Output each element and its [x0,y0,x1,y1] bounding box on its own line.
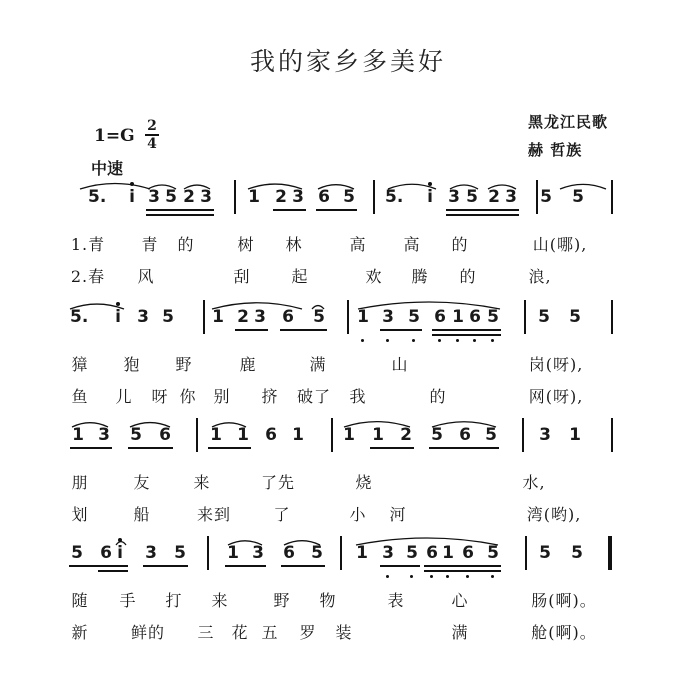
note-digit: 5 [130,425,142,445]
lyric-syllable: 水, [522,473,546,492]
barline [524,300,526,334]
lyric-syllable: 野 [175,355,193,374]
note-digit: 5 [343,187,355,207]
lyric-syllable: 心 [451,591,469,610]
eighth-underline [424,565,501,567]
note [246,188,262,206]
note [370,426,386,444]
note-line [0,188,696,236]
eighth-underline [280,329,327,331]
note [88,187,107,207]
barline [611,180,613,214]
octave-down-dot [438,339,441,342]
lyric-syllable: 满 [451,623,469,642]
note-digit: 1 [212,307,224,327]
lyric-syllable: 来到 [196,505,232,524]
barline [536,180,538,214]
lyric-syllable: 青 [141,235,159,254]
eighth-underline [380,329,422,331]
lyric-line-verse-1 [0,232,696,258]
eighth-underline [446,209,519,211]
time-signature [145,119,159,151]
note-digit: 1 [227,543,239,563]
note [96,426,112,444]
note-digit: 5 [408,307,420,327]
sixteenth-underline [98,570,128,572]
note [460,544,476,562]
eighth-underline [128,447,173,449]
lyric-syllable: 划 [71,505,89,524]
note-digit: 5. [88,187,107,207]
song-title: 我的家乡多美好 [249,47,446,76]
note-digit: 5 [466,187,478,207]
note-digit: 6 [426,543,438,563]
tempo-marking: 中速 [91,159,124,178]
lyric-syllable: 刮 [233,267,251,286]
lyric-syllable: 獐 [71,355,89,374]
eighth-underline [70,447,112,449]
note [485,544,501,562]
lyric-syllable: 满 [309,355,327,374]
lyric-line-verse-1 [0,588,696,614]
note-digit: 5 [174,543,186,563]
note-digit: 1 [248,187,260,207]
barline [373,180,375,214]
lyric-syllable: 新 [71,623,89,642]
time-top: 2 [147,118,157,134]
note-digit: 5 [569,307,581,327]
credits [528,108,608,164]
lyric-syllable: 手 [119,591,137,610]
note-digit: 2 [183,187,195,207]
score-row-1 [0,174,696,294]
note [235,308,251,326]
note-digit: 5. [385,187,404,207]
note-digit: 3 [448,187,460,207]
eighth-underline [235,329,268,331]
note [483,426,499,444]
note [252,308,268,326]
note-digit: 1 [343,425,355,445]
note-digit: 3 [252,543,264,563]
note-digit: 1 [237,425,249,445]
note-digit: 5 [485,425,497,445]
note-digit: 1 [357,307,369,327]
eighth-underline [69,565,128,567]
lyric-syllable: 高 [349,235,367,254]
key-signature: 1=G [94,126,135,146]
eighth-underline [143,565,188,567]
final-barline [608,536,612,570]
lyric-syllable: 1.青 [70,235,106,254]
note-digit: 3 [505,187,517,207]
lyric-line-verse-2 [0,502,696,528]
note [135,308,151,326]
note [163,188,179,206]
octave-up-dot [130,182,134,186]
note-digit: 5 [487,543,499,563]
barline [611,300,613,334]
note-digit: 5 [539,543,551,563]
note-digit: 3 [254,307,266,327]
note [273,188,289,206]
note-digit: i [115,307,121,327]
eighth-underline [225,565,266,567]
note-digit: 1 [452,307,464,327]
note-digit: 2 [400,425,412,445]
note [210,308,226,326]
note-digit: 6 [283,543,295,563]
note [112,544,128,562]
note [537,426,553,444]
note-digit: 1 [442,543,454,563]
note [537,544,553,562]
lyric-line-verse-1 [0,352,696,378]
note [385,187,404,207]
lyric-line-verse-2 [0,384,696,410]
note-digit: 2 [275,187,287,207]
note [398,426,414,444]
octave-up-dot [116,302,120,306]
lyric-syllable: 舱(啊)。 [531,623,597,642]
lyric-syllable: 的 [451,235,469,254]
note-digit: 5 [406,543,418,563]
note-digit: 6 [100,543,112,563]
lyric-syllable: 河 [389,505,407,524]
note-digit: 5 [162,307,174,327]
note [567,426,583,444]
sixteenth-underline [146,214,214,216]
note-digit: 3 [382,543,394,563]
lyric-syllable: 挤 [261,387,279,406]
note [404,544,420,562]
note [424,544,440,562]
lyric-syllable: 鹿 [239,355,257,374]
lyric-syllable: 狍 [123,355,141,374]
note [536,308,552,326]
note-digit: 5 [71,543,83,563]
eighth-underline [273,209,306,211]
lyric-syllable: 表 [387,591,405,610]
note-digit: 1 [292,425,304,445]
lyric-syllable: 浪, [528,267,552,286]
note-digit: 2 [237,307,249,327]
note [146,188,162,206]
barline [525,536,527,570]
note [70,426,86,444]
note-digit: 6 [462,543,474,563]
barline [347,300,349,334]
note [503,188,519,206]
note-digit: 1 [72,425,84,445]
octave-down-dot [473,339,476,342]
note-line [0,426,696,474]
octave-down-dot [491,339,494,342]
barline [331,418,333,452]
lyric-syllable: 五 [261,623,279,642]
lyric-syllable: 你 [179,387,197,406]
barline [611,418,613,452]
octave-down-dot [446,575,449,578]
lyric-syllable: 破了 [296,387,332,406]
origin-label: 黑龙江民歌 [528,113,609,131]
lyric-syllable: 肠(啊)。 [531,591,597,610]
note-digit: 6 [282,307,294,327]
note [311,308,327,326]
lyric-syllable: 2.春 [70,267,106,286]
note [485,308,501,326]
note [160,308,176,326]
lyric-syllable: 鲜的 [130,623,166,642]
lyric-syllable: 的 [459,267,477,286]
score-row-2 [0,294,696,414]
lyric-syllable: 林 [285,235,303,254]
note-digit: 5 [311,543,323,563]
note [316,188,332,206]
note-digit: 3 [382,307,394,327]
note [143,544,159,562]
lyric-syllable: 网(呀), [528,387,584,406]
note-digit: 6 [469,307,481,327]
note [69,544,85,562]
lyric-syllable: 来 [211,591,229,610]
lyric-syllable: 小 [349,505,367,524]
note-digit: 5 [165,187,177,207]
note [450,308,466,326]
note [250,544,266,562]
octave-down-dot [430,575,433,578]
note [290,426,306,444]
lyric-syllable: 花 [231,623,249,642]
octave-down-dot [412,339,415,342]
note-digit: 6 [318,187,330,207]
note-digit: 3 [539,425,551,445]
octave-down-dot [361,339,364,342]
note [457,426,473,444]
note [380,308,396,326]
note-digit: i [129,187,135,207]
eighth-underline [316,209,357,211]
note [124,188,140,206]
sixteenth-underline [424,570,501,572]
note [538,188,554,206]
lyric-syllable: 友 [133,473,151,492]
note [440,544,456,562]
note-digit: 6 [459,425,471,445]
lyric-line-verse-1 [0,470,696,496]
note [570,188,586,206]
score-row-3 [0,412,696,532]
note-digit: 1 [356,543,368,563]
lyric-syllable: 打 [165,591,183,610]
octave-up-dot [428,182,432,186]
note-digit: 5 [538,307,550,327]
note-digit: 2 [488,187,500,207]
note [198,188,214,206]
note [429,426,445,444]
lyric-syllable: 山(哪), [532,235,588,254]
lyric-syllable: 的 [429,387,447,406]
note-digit: 6 [434,307,446,327]
lyric-syllable: 了先 [260,473,296,492]
note-digit: 5. [70,307,89,327]
lyric-syllable: 腾 [411,267,429,286]
note-digit: 3 [137,307,149,327]
barline [340,536,342,570]
lyric-syllable: 山 [391,355,409,374]
note [406,308,422,326]
note-digit: 5 [487,307,499,327]
lyric-syllable: 了 [273,505,291,524]
note-digit: 3 [98,425,110,445]
lyric-syllable: 别 [213,387,231,406]
arranger-label: 赫 哲族 [528,141,583,159]
lyric-syllable: 物 [319,591,337,610]
note [263,426,279,444]
octave-down-dot [491,575,494,578]
octave-up-dot [118,538,122,542]
lyric-syllable: 来 [193,473,211,492]
lyric-syllable: 朋 [71,473,89,492]
lyric-syllable: 三 [197,623,215,642]
lyric-syllable: 我 [349,387,367,406]
note [567,308,583,326]
octave-down-dot [456,339,459,342]
lyric-line-verse-2 [0,620,696,646]
barline [234,180,236,214]
eighth-underline [146,209,214,211]
note-digit: 5 [540,187,552,207]
note [355,308,371,326]
lyric-syllable: 野 [273,591,291,610]
lyric-syllable: 高 [403,235,421,254]
note [464,188,480,206]
note [354,544,370,562]
note-digit: 3 [292,187,304,207]
lyric-syllable: 湾(哟), [526,505,582,524]
note [70,307,89,327]
note [341,426,357,444]
lyric-syllable: 儿 [115,387,133,406]
lyric-syllable: 鱼 [71,387,89,406]
eighth-underline [380,565,420,567]
note-digit: i [427,187,433,207]
eighth-underline [370,447,414,449]
note [157,426,173,444]
note [280,308,296,326]
sixteenth-underline [446,214,519,216]
note-line [0,308,696,356]
note [281,544,297,562]
lyric-syllable: 随 [71,591,89,610]
note-digit: 5 [571,543,583,563]
lyric-syllable: 罗 [299,623,317,642]
lyric-syllable: 烧 [355,473,373,492]
octave-down-dot [386,339,389,342]
octave-down-dot [410,575,413,578]
note [110,308,126,326]
note-digit: 5 [431,425,443,445]
note [486,188,502,206]
note-digit: 3 [145,543,157,563]
note-digit: 6 [265,425,277,445]
note-digit: 1 [210,425,222,445]
note-digit: 5 [572,187,584,207]
barline [196,418,198,452]
lyric-syllable: 装 [335,623,353,642]
note [172,544,188,562]
score-row-4 [0,530,696,650]
note-digit: 3 [148,187,160,207]
barline [203,300,205,334]
barline [207,536,209,570]
eighth-underline [432,329,501,331]
note [128,426,144,444]
note-digit: 1 [569,425,581,445]
lyric-syllable: 船 [133,505,151,524]
eighth-underline [429,447,499,449]
lyric-syllable: 呀 [151,387,169,406]
time-bottom: 4 [147,136,157,152]
eighth-underline [208,447,251,449]
barline [522,418,524,452]
note [569,544,585,562]
note [467,308,483,326]
note [309,544,325,562]
note-digit: i [117,543,123,563]
note [181,188,197,206]
eighth-underline [281,565,325,567]
note-line [0,544,696,592]
note-digit: 5 [313,307,325,327]
lyric-syllable: 树 [237,235,255,254]
octave-down-dot [466,575,469,578]
note-digit: 1 [372,425,384,445]
octave-down-dot [386,575,389,578]
note-digit: 6 [159,425,171,445]
note [208,426,224,444]
note [380,544,396,562]
note [432,308,448,326]
lyric-syllable: 欢 [365,267,383,286]
note [235,426,251,444]
lyric-line-verse-2 [0,264,696,290]
note [290,188,306,206]
note [446,188,462,206]
lyric-syllable: 的 [177,235,195,254]
sixteenth-underline [432,334,501,336]
lyric-syllable: 起 [291,267,309,286]
note-digit: 3 [200,187,212,207]
lyric-syllable: 风 [137,267,155,286]
lyric-syllable: 岗(呀), [528,355,584,374]
note [225,544,241,562]
note [341,188,357,206]
note [422,188,438,206]
